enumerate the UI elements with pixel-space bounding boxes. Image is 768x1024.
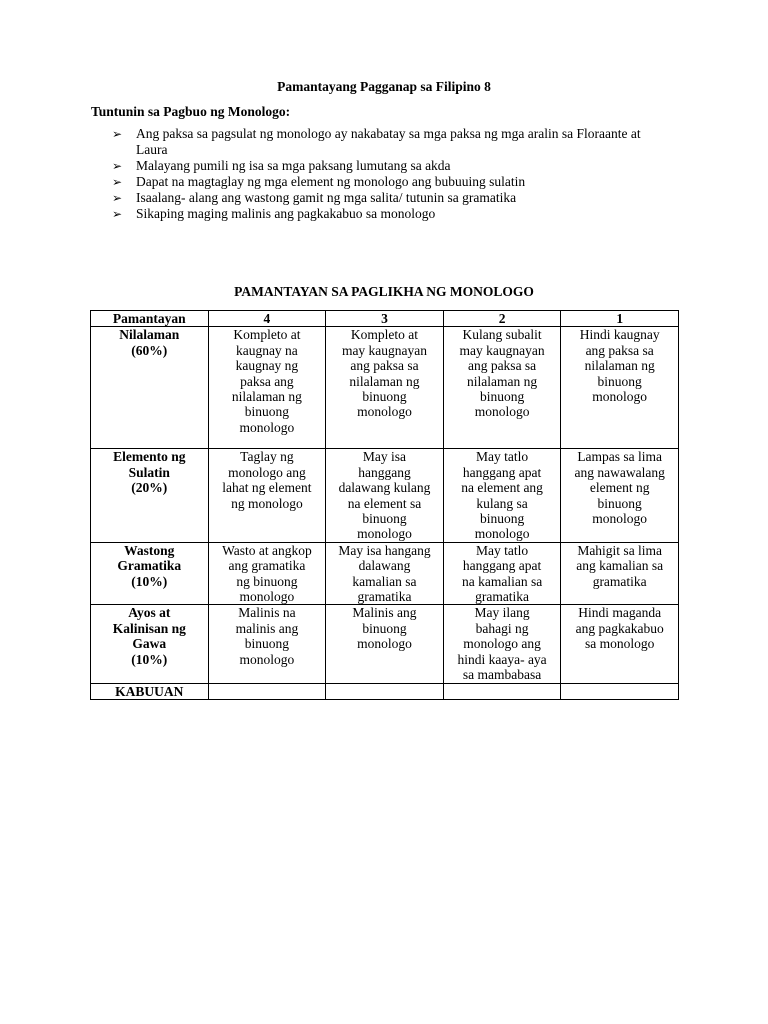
score-cell: May isa hanggang dalawang kulang na element sa binuong monologo (326, 449, 444, 542)
table-title: PAMANTAYAN SA PAGLIKHA NG MONOLOGO (234, 284, 534, 299)
rule-text: Ang paksa sa pagsulat ng monologo ay nakabatay sa mga paksa ng mga aralin sa Floraante at Laura (136, 126, 641, 157)
score-cell: Malinis na malinis ang binuong monologo (208, 605, 326, 683)
arrow-bullet-icon: ➢ (112, 207, 123, 221)
rule-text: Isaalang- alang ang wastong gamit ng mga salita/ tutunin sa gramatika (136, 190, 517, 205)
score-cell: Kompleto at may kaugnayan ang paksa sa nilalaman ng binuong monologo (326, 327, 444, 449)
rule-item (112, 174, 652, 190)
header-score-1: 1 (561, 311, 679, 327)
total-cell (561, 683, 679, 699)
total-cell (208, 683, 326, 699)
score-cell: Hindi kaugnay ang paksa sa nilalaman ng binuong monologo (561, 327, 679, 449)
score-cell: Malinis ang binuong monologo (326, 605, 444, 683)
header-score-3: 3 (326, 311, 444, 327)
total-cell (326, 683, 444, 699)
score-cell: Mahigit sa lima ang kamalian sa gramatika (561, 542, 679, 605)
rule-item (112, 126, 652, 158)
table-total-row (91, 683, 679, 699)
rubric-table (90, 310, 679, 700)
score-cell: May ilang bahagi ng monologo ang hindi kaaya- aya sa mambabasa (443, 605, 561, 683)
rule-item (112, 158, 652, 174)
total-label-cell: KABUUAN (91, 683, 209, 699)
score-cell: May isa hangang dalawang kamalian sa gramatika (326, 542, 444, 605)
table-header-row (91, 311, 679, 327)
header-score-4: 4 (208, 311, 326, 327)
criterion-cell: Elemento ng Sulatin (20%) (91, 449, 209, 542)
score-cell: Lampas sa lima ang nawawalang element ng binuong monologo (561, 449, 679, 542)
score-cell: Wasto at angkop ang gramatika ng binuong monologo (208, 542, 326, 605)
arrow-bullet-icon: ➢ (112, 175, 123, 189)
rule-text: Dapat na magtaglay ng mga element ng monologo ang bubuuing sulatin (136, 174, 526, 189)
total-cell (443, 683, 561, 699)
rule-item (112, 190, 652, 206)
header-criteria: Pamantayan (91, 311, 209, 327)
score-cell: Kulang subalit may kaugnayan ang paksa sa nilalaman ng binuong monologo (443, 327, 561, 449)
table-row (91, 605, 679, 683)
rules-list (112, 126, 652, 222)
table-row (91, 327, 679, 449)
table-row (91, 542, 679, 605)
rule-item (112, 206, 652, 222)
rule-text: Malayang pumili ng isa sa mga paksang lumutang sa akda (136, 158, 451, 173)
rule-text: Sikaping maging malinis ang pagkakabuo sa monologo (136, 206, 436, 221)
document-title: Pamantayang Pagganap sa Filipino 8 (277, 79, 491, 94)
score-cell: May tatlo hanggang apat na kamalian sa gramatika (443, 542, 561, 605)
criterion-cell: Wastong Gramatika (10%) (91, 542, 209, 605)
criterion-cell: Nilalaman (60%) (91, 327, 209, 449)
score-cell: Taglay ng monologo ang lahat ng element ng monologo (208, 449, 326, 542)
score-cell: May tatlo hanggang apat na element ang kulang sa binuong monologo (443, 449, 561, 542)
table-row (91, 449, 679, 542)
rules-heading: Tuntunin sa Pagbuo ng Monologo: (91, 104, 291, 119)
arrow-bullet-icon: ➢ (112, 191, 123, 205)
score-cell: Kompleto at kaugnay na kaugnay ng paksa ang nilalaman ng binuong monologo (208, 327, 326, 449)
arrow-bullet-icon: ➢ (112, 127, 123, 141)
criterion-cell: Ayos at Kalinisan ng Gawa (10%) (91, 605, 209, 683)
header-score-2: 2 (443, 311, 561, 327)
score-cell: Hindi maganda ang pagkakabuo sa monologo (561, 605, 679, 683)
arrow-bullet-icon: ➢ (112, 159, 123, 173)
